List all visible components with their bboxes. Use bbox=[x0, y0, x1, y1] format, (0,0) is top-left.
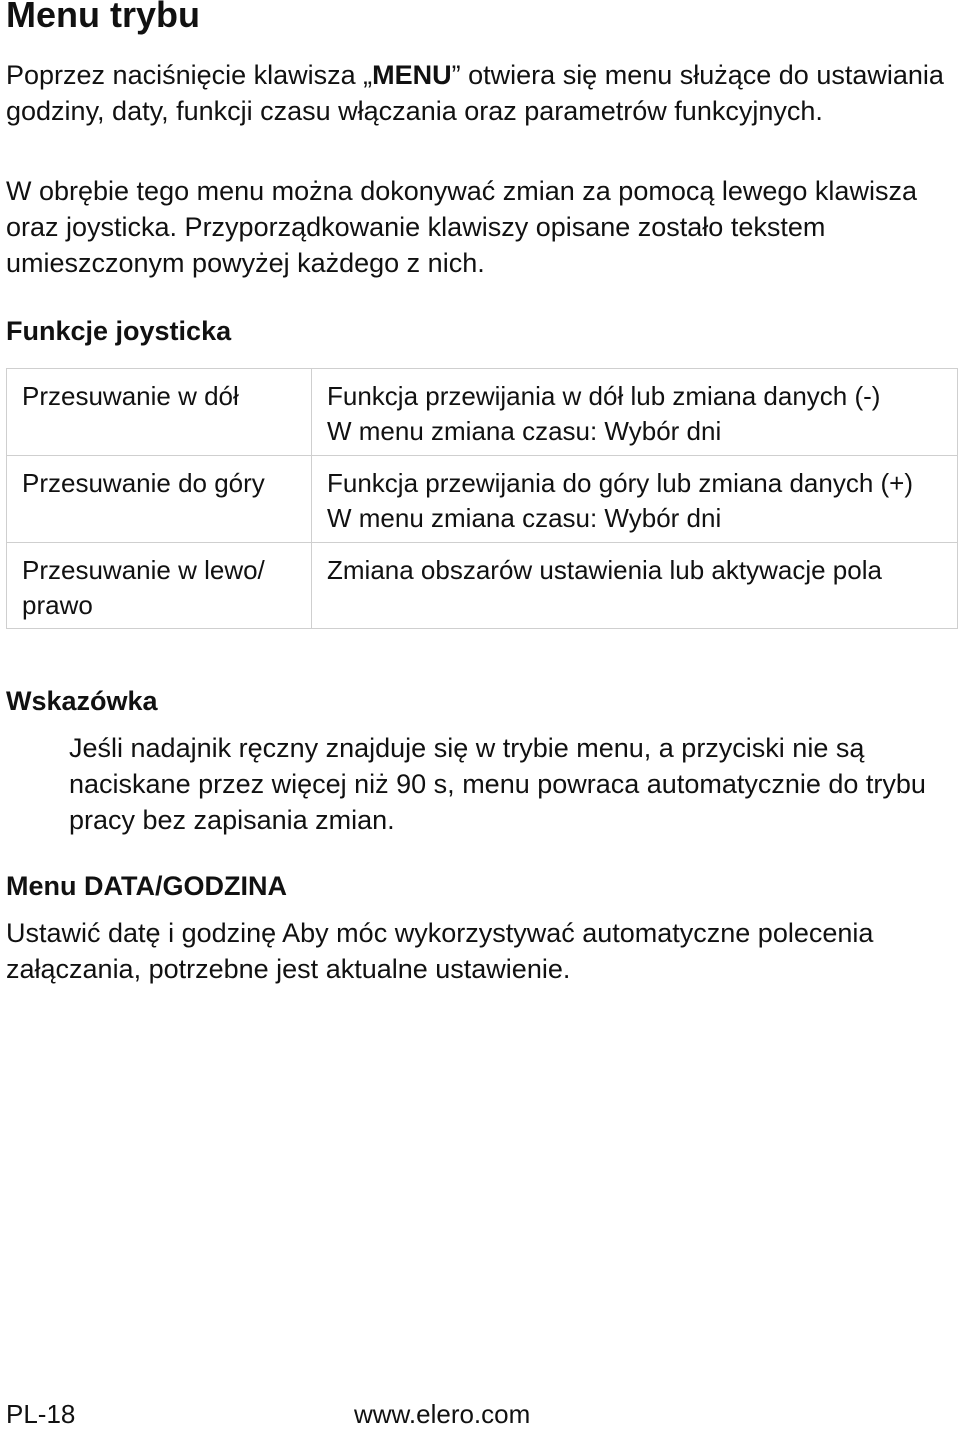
desc-line: Zmiana obszarów ustawienia lub aktywacje pola bbox=[327, 555, 882, 585]
table-row bbox=[7, 369, 958, 456]
joystick-action-up: Przesuwanie do góry bbox=[7, 456, 312, 543]
intro-text-start: Poprzez naciśnięcie klawisza „ bbox=[6, 60, 373, 90]
menu-key-name: MENU bbox=[372, 60, 452, 90]
joystick-desc-down bbox=[312, 369, 958, 456]
joystick-functions-table bbox=[6, 368, 958, 629]
intro-paragraph-menu bbox=[6, 57, 946, 129]
desc-line: W menu zmiana czasu: Wybór dni bbox=[327, 416, 722, 446]
desc-line: Funkcja przewijania w dół lub zmiana danych (-) bbox=[327, 381, 881, 411]
joystick-heading: Funkcje joysticka bbox=[6, 316, 232, 346]
date-menu-text: Ustawić datę i godzinę Aby móc wykorzystywać automatyczne polecenia załączania, potrzebne jest aktualne ustawienie. bbox=[6, 918, 874, 984]
table-row bbox=[7, 543, 958, 629]
joystick-action-down: Przesuwanie w dół bbox=[7, 369, 312, 456]
hint-text: Jeśli nadajnik ręczny znajduje się w trybie menu, a przyciski nie są naciskane przez więcej niż 90 s, menu powraca automatycznie do trybu pracy bez zapisania zmian. bbox=[69, 733, 926, 835]
page-title: Menu trybu bbox=[6, 0, 200, 35]
intro-paragraph-keys: W obrębie tego menu można dokonywać zmian za pomocą lewego klawisza oraz joysticka. Przyporządkowanie klawiszy opisane zostało tekstem umieszczonym powyżej każdego z nich. bbox=[6, 176, 917, 278]
intro-text-end: ” otwiera się menu służące do ustawiania godziny, daty, funkcji czasu włączania oraz parametrów funkcyjnych. bbox=[6, 60, 944, 126]
footer-website: www.elero.com bbox=[354, 1399, 531, 1429]
hint-heading: Wskazówka bbox=[6, 686, 158, 716]
joystick-action-left-right: Przesuwanie w lewo/ prawo bbox=[7, 543, 312, 629]
table-row bbox=[7, 456, 958, 543]
desc-line: W menu zmiana czasu: Wybór dni bbox=[327, 503, 722, 533]
page-number: PL-18 bbox=[6, 1399, 76, 1429]
desc-line: Funkcja przewijania do góry lub zmiana danych (+) bbox=[327, 468, 914, 498]
date-menu-heading: Menu DATA/GODZINA bbox=[6, 871, 287, 901]
joystick-desc-left-right bbox=[312, 543, 958, 629]
joystick-desc-up bbox=[312, 456, 958, 543]
